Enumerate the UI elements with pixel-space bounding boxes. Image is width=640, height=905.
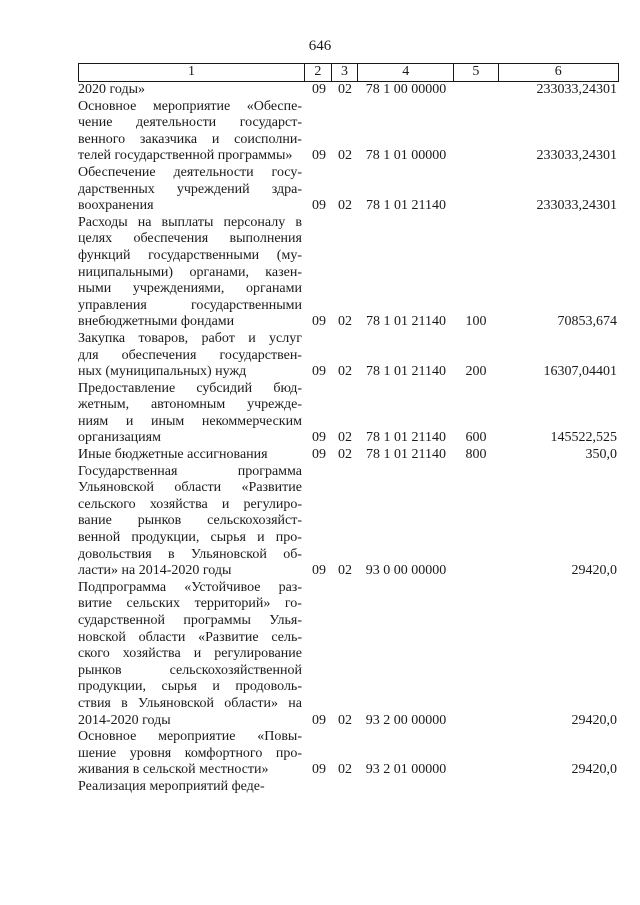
- row-col-3: 02: [338, 364, 352, 380]
- row-col-3: 02: [338, 430, 352, 446]
- row-col-4: 78 1 00 00000: [365, 82, 447, 97]
- table-row: [78, 580, 619, 729]
- row-description: [78, 729, 306, 779]
- row-col-6: 70853,674: [557, 314, 617, 330]
- row-col-3: 02: [338, 447, 352, 463]
- row-description: [78, 580, 306, 729]
- row-col-3: 02: [338, 198, 352, 214]
- description-line: целях обеспечения выполнения: [78, 231, 302, 247]
- description-line: сударственной программы Улья-: [78, 613, 302, 628]
- description-line: ствия в Ульяновской области» на: [78, 695, 302, 711]
- header-col-3: 3: [331, 64, 358, 81]
- row-description: [78, 165, 306, 215]
- description-line: витие сельских территорий» го-: [78, 596, 302, 612]
- description-line: дарственных учреждений здра-: [78, 181, 302, 197]
- row-col-4: 93 0 00 00000: [365, 563, 447, 579]
- row-col-6: 233033,24301: [536, 198, 617, 214]
- table-row: [78, 331, 619, 381]
- description-line: Государственная программа: [78, 463, 302, 479]
- table-row: [78, 165, 619, 215]
- description-line: довольствия в Ульяновской об-: [78, 546, 302, 562]
- description-line: продукции, сырья и продоволь-: [78, 679, 302, 695]
- row-description: [78, 779, 306, 796]
- description-line: 2020 годы»: [78, 82, 146, 97]
- description-line: Реализация мероприятий феде-: [78, 778, 265, 794]
- description-line: ласти» на 2014-2020 годы: [78, 563, 232, 579]
- row-col-3: 02: [338, 148, 352, 164]
- description-line: жетным, автономным учрежде-: [78, 397, 302, 413]
- row-description: [78, 447, 306, 464]
- row-col-4: 78 1 01 21140: [366, 430, 446, 446]
- description-line: венного заказчика и соисполни-: [78, 131, 302, 147]
- row-col-4: 93 2 01 00000: [365, 762, 447, 778]
- row-col-4: 78 1 01 21140: [366, 364, 446, 380]
- header-col-4: 4: [357, 64, 453, 81]
- row-col-2: 09: [312, 762, 326, 778]
- description-line: чение деятельности государст-: [78, 115, 302, 131]
- table-row: [78, 779, 619, 796]
- description-line: Подпрограмма «Устойчивое раз-: [78, 579, 302, 595]
- table-row: [78, 381, 619, 447]
- row-col-2: 09: [312, 364, 326, 380]
- header-col-1: 1: [188, 64, 196, 79]
- row-col-2: 09: [312, 82, 326, 97]
- row-description: [78, 215, 306, 331]
- description-line: Основное мероприятие «Повы-: [78, 729, 302, 745]
- row-col-6: 16307,04401: [543, 364, 617, 380]
- description-line: шение уровня комфортного про-: [78, 745, 302, 761]
- row-col-6: 233033,24301: [536, 82, 617, 97]
- row-col-6: 29420,0: [571, 762, 617, 778]
- row-description: [78, 331, 306, 381]
- description-line: венной продукции, сырья и про-: [78, 530, 302, 546]
- row-col-2: 09: [312, 198, 326, 214]
- description-line: ниям и иным некоммерческим: [78, 413, 302, 429]
- description-line: ниципальными) органами, казен-: [78, 264, 302, 280]
- description-line: 2014-2020 годы: [78, 712, 171, 728]
- row-col-4: 78 1 01 21140: [366, 198, 446, 214]
- table-header: [78, 63, 619, 82]
- header-col-2: 2: [304, 64, 331, 81]
- description-line: управления государственными: [78, 297, 302, 313]
- description-line: Предоставление субсидий бюд-: [78, 380, 302, 396]
- budget-table: [78, 63, 619, 796]
- row-col-4: 78 1 01 21140: [366, 447, 446, 463]
- row-col-3: 02: [338, 712, 352, 728]
- table-row: [78, 82, 619, 99]
- row-description: [78, 82, 306, 99]
- row-col-3: 02: [338, 762, 352, 778]
- description-line: внебюджетными фондами: [78, 314, 235, 330]
- page-number: 646: [308, 38, 332, 54]
- description-line: Основное мероприятие «Обеспе-: [78, 98, 302, 114]
- description-line: ных (муниципальных) нужд: [78, 364, 247, 380]
- table-row: [78, 729, 619, 779]
- description-line: живания в сельской местности»: [78, 762, 269, 778]
- description-line: вание рынков сельскохозяйст-: [78, 513, 302, 529]
- description-line: функций государственными (му-: [78, 247, 302, 263]
- row-col-6: 350,0: [585, 447, 617, 463]
- row-col-6: 145522,525: [550, 430, 617, 446]
- description-line: ными учреждениями, органами: [78, 281, 302, 297]
- row-col-5: 100: [465, 314, 487, 330]
- description-line: воохранения: [78, 198, 154, 214]
- description-line: организациям: [78, 430, 161, 446]
- row-col-5: 200: [465, 364, 487, 380]
- description-line: Расходы на выплаты персоналу в: [78, 214, 302, 230]
- description-line: сельского хозяйства и регулиро-: [78, 496, 302, 512]
- row-description: [78, 99, 306, 165]
- table-row: [78, 215, 619, 331]
- description-line: для обеспечения государствен-: [78, 347, 302, 363]
- row-col-3: 02: [338, 563, 352, 579]
- header-col-5: 5: [453, 64, 497, 81]
- row-col-3: 02: [338, 82, 352, 97]
- description-line: Ульяновской области «Развитие: [78, 480, 302, 496]
- row-col-6: 29420,0: [571, 712, 617, 728]
- description-line: ского хозяйства и регулирование: [78, 646, 302, 662]
- row-col-2: 09: [312, 314, 326, 330]
- row-description: [78, 381, 306, 447]
- row-col-2: 09: [312, 148, 326, 164]
- header-col-6: 6: [498, 64, 618, 81]
- description-line: Закупка товаров, работ и услуг: [78, 330, 302, 346]
- row-col-2: 09: [312, 447, 326, 463]
- row-col-4: 93 2 00 00000: [365, 712, 447, 728]
- description-line: телей государственной программы»: [78, 148, 293, 164]
- row-col-2: 09: [312, 712, 326, 728]
- description-line: Обеспечение деятельности госу-: [78, 164, 302, 180]
- row-col-6: 29420,0: [571, 563, 617, 579]
- row-col-5: 600: [465, 430, 487, 446]
- row-col-6: 233033,24301: [536, 148, 617, 164]
- row-description: [78, 464, 306, 580]
- row-col-3: 02: [338, 314, 352, 330]
- description-line: рынков сельскохозяйственной: [78, 662, 302, 678]
- description-line: новской области «Развитие сель-: [78, 629, 302, 645]
- table-row: [78, 464, 619, 580]
- row-col-4: 78 1 01 00000: [365, 148, 447, 164]
- row-col-2: 09: [312, 430, 326, 446]
- row-col-2: 09: [312, 563, 326, 579]
- description-line: Иные бюджетные ассигнования: [78, 447, 268, 463]
- table-body: [78, 82, 619, 796]
- table-row: [78, 99, 619, 165]
- row-col-5: 800: [465, 447, 487, 463]
- row-col-4: 78 1 01 21140: [366, 314, 446, 330]
- table-row: [78, 447, 619, 464]
